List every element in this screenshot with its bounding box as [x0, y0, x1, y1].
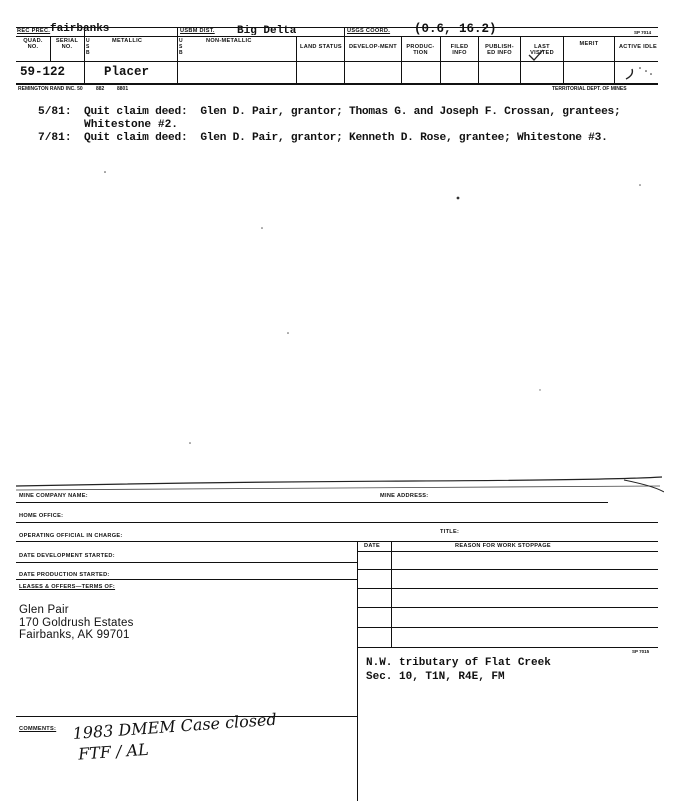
usbm-dist-value: Big Delta — [237, 25, 297, 35]
land-status-label: LAND STATUS — [300, 44, 342, 50]
usgs-coord-label: USGS COORD. — [347, 28, 391, 34]
dev-started-label: DATE DEVELOPMENT STARTED: — [19, 553, 115, 559]
dept-label: TERRITORIAL DEPT. OF MINES — [552, 86, 627, 92]
mine-company-label: MINE COMPANY NAME: — [19, 493, 88, 499]
development-label: DEVELOP-MENT — [348, 44, 398, 50]
location-line-2: Sec. 10, T1N, R4E, FM — [366, 671, 505, 683]
title-label: TITLE: — [440, 529, 460, 535]
form-code-top: SP 7014 — [634, 30, 652, 35]
usbm-dist-label: USBM DIST. — [180, 28, 215, 34]
active-idle-label: ACTIVE IDLE — [618, 44, 658, 50]
metallic-usb-label: U S B — [86, 38, 90, 56]
comments-label: COMMENTS: — [19, 726, 57, 732]
metallic-value: Placer — [104, 65, 150, 79]
rec-prec-label: REC PREC. — [17, 28, 51, 34]
merit-label: MERIT — [579, 41, 599, 47]
form-top-edge — [14, 472, 664, 496]
nonmetallic-label: NON-METALLIC — [206, 38, 252, 44]
owner-name: Glen Pair — [19, 604, 69, 616]
reason-column-label: REASON FOR WORK STOPPAGE — [455, 543, 551, 549]
entry-1-date: 5/81: — [38, 106, 72, 118]
date-column-label: DATE — [364, 543, 381, 549]
owner-street: 170 Goldrush Estates — [19, 616, 134, 629]
serial-value: 59-122 — [20, 65, 66, 79]
rec-prec-value: fairbanks — [50, 23, 110, 35]
center-divider — [357, 541, 358, 801]
leases-label: LEASES & OFFERS—TERMS OF: — [19, 584, 116, 590]
operating-official-label: OPERATING OFFICIAL IN CHARGE: — [19, 533, 123, 539]
printer-num-2: 8801 — [117, 86, 129, 92]
mine-address-label: MINE ADDRESS: — [380, 493, 429, 499]
entry-1-line1: Quit claim deed: Glen D. Pair, grantor; Thomas G. and Joseph F. Crossan, grantees; — [84, 106, 621, 118]
metallic-label: METALLIC — [112, 38, 143, 44]
owner-city: Fairbanks, AK 99701 — [19, 629, 130, 641]
printer-num-1: 882 — [96, 86, 105, 92]
prod-started-label: DATE PRODUCTION STARTED: — [19, 572, 110, 578]
printer-line: REMINGTON RAND INC. 50 — [18, 86, 83, 92]
comment-line-2: FTF / AL — [77, 739, 150, 764]
quad-no-label: QUAD. NO. — [23, 38, 43, 50]
form-code-bottom: SP 7015 — [632, 649, 650, 654]
last-visited-label: LAST VISITED — [530, 44, 554, 56]
published-info-label: PUBLISH-ED INFO — [485, 44, 514, 56]
comment-line-1: 1983 DMEM Case closed — [72, 709, 278, 743]
usgs-coord-value: (0.6, 16.2) — [414, 22, 497, 36]
serial-no-label: SERIAL NO. — [55, 38, 79, 50]
location-line-1: N.W. tributary of Flat Creek — [366, 657, 551, 669]
production-label: PRODUC-TION — [406, 44, 435, 56]
entry-2-line1: Quit claim deed: Glen D. Pair, grantor; Kenneth D. Rose, grantee; Whitestone #3. — [84, 132, 608, 144]
home-office-label: HOME OFFICE: — [19, 513, 64, 519]
entry-1-line2: Whitestone #2. — [84, 119, 178, 131]
owner-address — [19, 604, 134, 642]
entry-2-date: 7/81: — [38, 132, 72, 144]
filed-info-label: FILED INFO — [450, 44, 469, 56]
nonmetallic-usb-label: U S B — [179, 38, 183, 56]
